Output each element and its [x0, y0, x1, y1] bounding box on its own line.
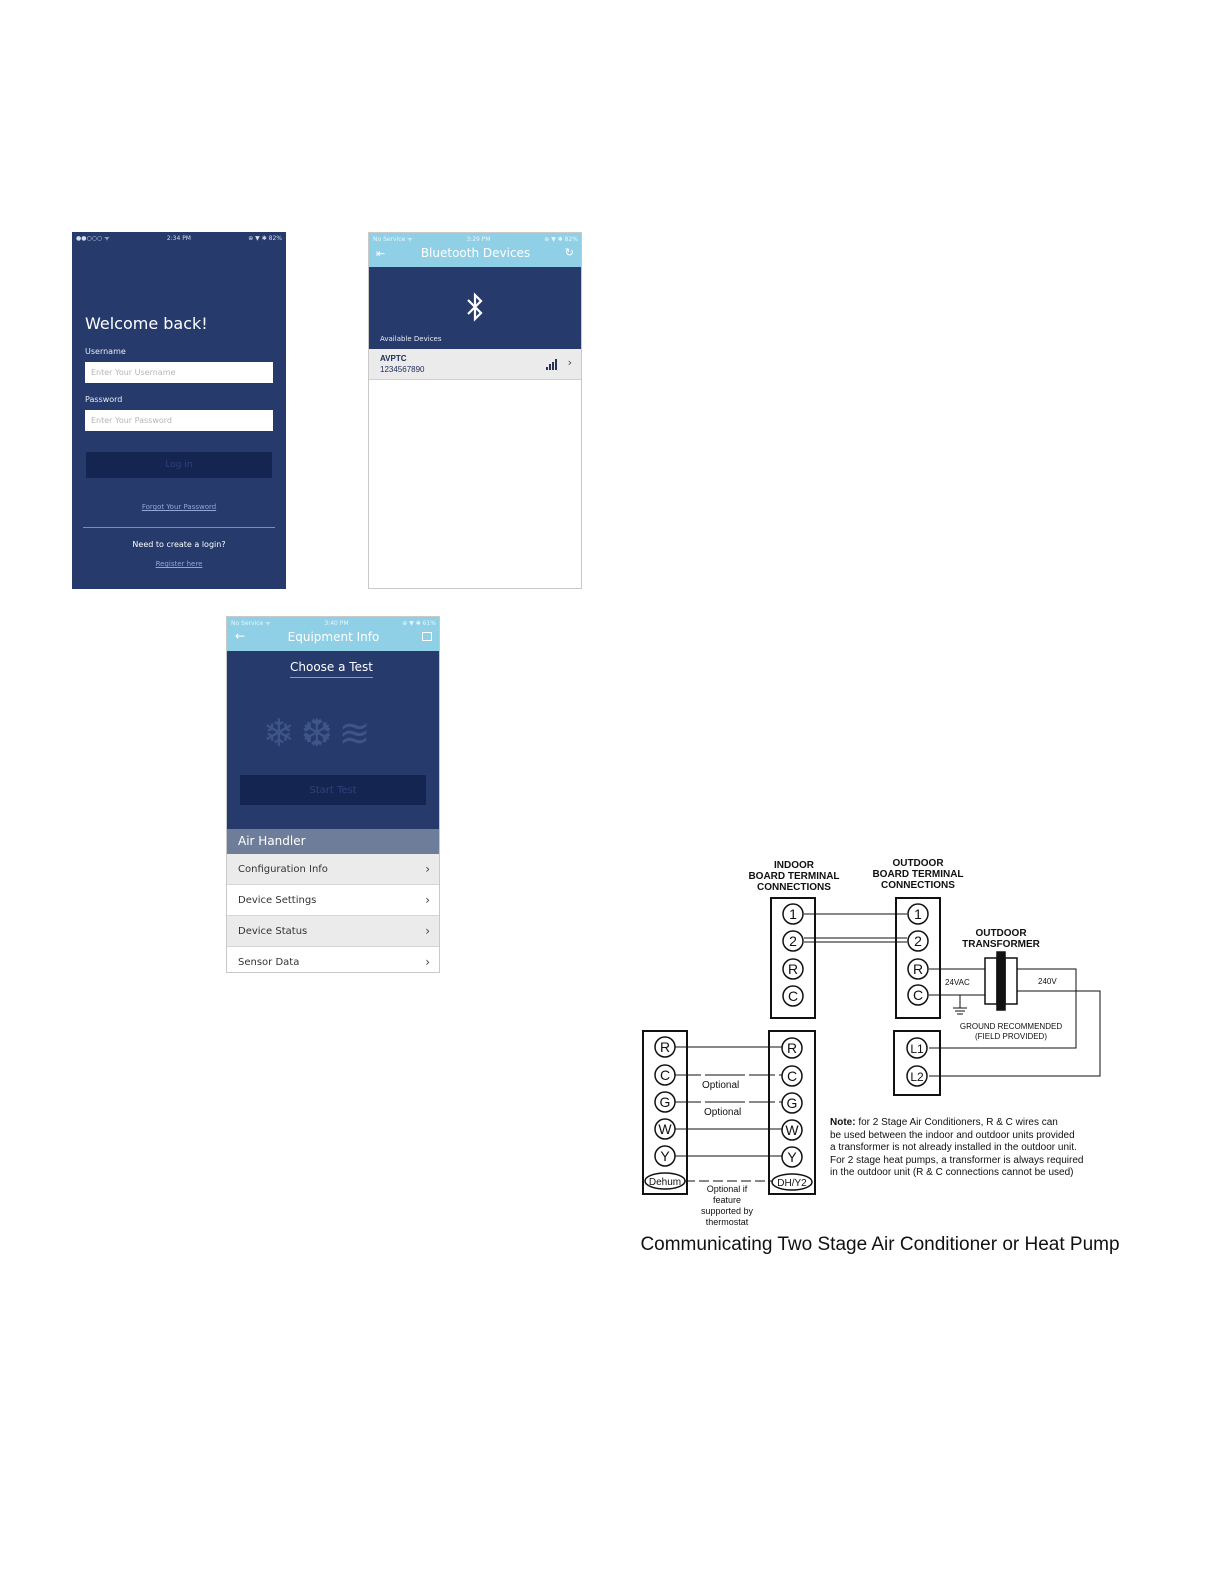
terminal-c: C [659, 1067, 671, 1083]
terminal-r: R [659, 1039, 671, 1055]
menu-item-device-settings[interactable] [227, 885, 440, 916]
menu-item-label: Sensor Data [238, 957, 300, 968]
terminal-y: Y [660, 1148, 670, 1164]
indoor-title-line: BOARD TERMINAL [748, 871, 840, 882]
chevron-right-icon: › [425, 924, 430, 938]
terminal-w: W [785, 1122, 799, 1138]
menu-item-label: Device Settings [238, 895, 317, 906]
password-label: Password [85, 395, 123, 404]
outdoor-title-line: OUTDOOR [892, 858, 944, 869]
note-line: be used between the indoor and outdoor units provided [830, 1130, 1075, 1141]
terminal-w: W [658, 1121, 672, 1137]
transformer-core [997, 952, 1005, 1010]
terminal-2: 2 [789, 933, 797, 949]
status-bar [369, 233, 582, 245]
bluetooth-icon [465, 291, 485, 323]
note-text: for 2 Stage Air Conditioners, R & C wires can [855, 1117, 1058, 1128]
optional-label: Optional [704, 1107, 742, 1118]
welcome-heading: Welcome back! [85, 314, 208, 333]
divider [83, 527, 275, 528]
voltage-24-label: 24VAC [945, 978, 970, 987]
wiring-diagram [620, 850, 1160, 1230]
start-test-button[interactable]: Start Test [240, 775, 426, 805]
optional-feature-line: feature [712, 1195, 742, 1205]
diagram-caption: Communicating Two Stage Air Conditioner or Heat Pump [640, 1234, 1120, 1255]
optional-label: Optional [702, 1080, 740, 1091]
device-row[interactable] [369, 349, 582, 380]
terminal-r: R [912, 961, 924, 977]
indoor-title-line: CONNECTIONS [757, 882, 831, 893]
status-time: 3:29 PM [466, 235, 491, 243]
terminal-c: C [786, 1068, 798, 1084]
transformer-coil [985, 958, 997, 1004]
menu-item-label: Configuration Info [238, 864, 328, 875]
username-label: Username [85, 347, 126, 356]
terminal-r: R [786, 1040, 798, 1056]
menu-item-sensor-data[interactable] [227, 947, 440, 973]
page-title: Bluetooth Devices [420, 246, 531, 260]
voltage-240-label: 240V [1038, 977, 1057, 986]
note-line [830, 1117, 1058, 1128]
status-time: 3:40 PM [324, 619, 349, 627]
terminal-y: Y [787, 1149, 797, 1165]
terminal-g: G [659, 1094, 671, 1110]
transformer-coil [1005, 958, 1017, 1004]
transformer-title-line: TRANSFORMER [962, 939, 1040, 950]
note-label: Note: [830, 1117, 856, 1128]
menu-item-label: Device Status [238, 926, 308, 937]
indoor-title-line: INDOOR [774, 860, 814, 871]
test-mode-icons[interactable]: ❄❆≋ [263, 711, 377, 755]
outdoor-title-line: CONNECTIONS [881, 880, 955, 891]
note-line: in the outdoor unit (R & C connections cannot be used) [830, 1167, 1074, 1178]
terminal-dehum: Dehum [648, 1177, 682, 1188]
note-line: For 2 stage heat pumps, a transformer is always required [830, 1155, 1084, 1166]
section-header: Air Handler [227, 829, 440, 854]
back-arrow-icon[interactable]: ← [235, 629, 246, 643]
terminal-l2: L2 [910, 1070, 924, 1084]
create-login-prompt: Need to create a login? [132, 540, 226, 549]
menu-item-configuration-info[interactable] [227, 854, 440, 885]
logout-icon[interactable]: ⇤ [376, 247, 386, 260]
terminal-1: 1 [914, 906, 922, 922]
menu-icon[interactable] [422, 632, 432, 641]
signal-indicator: No Service ᯤ [373, 236, 413, 243]
password-input[interactable] [85, 410, 273, 431]
terminal-r: R [787, 961, 799, 977]
bluetooth-screen [368, 232, 582, 589]
bluetooth-banner [369, 267, 582, 349]
status-bar [227, 617, 440, 629]
status-time: 2:34 PM [166, 234, 191, 242]
signal-indicator: No Service ᯤ [231, 620, 271, 627]
battery-indicator: ⊕ ▼ ✱ 82% [544, 235, 578, 243]
equipment-screen [226, 616, 440, 973]
equipment-header [227, 617, 440, 651]
device-serial: 1234567890 [380, 365, 425, 374]
terminal-l1: L1 [910, 1042, 924, 1056]
terminal-dhy2: DH/Y2 [777, 1178, 807, 1189]
outdoor-title-line: BOARD TERMINAL [872, 869, 964, 880]
device-name: AVPTC [380, 354, 407, 363]
chevron-right-icon: › [567, 356, 572, 369]
login-button[interactable]: Log in [86, 452, 272, 478]
page-title: Equipment Info [287, 630, 380, 644]
available-devices-label: Available Devices [380, 335, 442, 343]
chevron-right-icon: › [425, 862, 430, 876]
register-link[interactable]: Register here [155, 560, 203, 568]
optional-feature-line: supported by [700, 1206, 754, 1216]
chevron-right-icon: › [425, 893, 430, 907]
battery-indicator: ⊕ ▼ ✱ 82% [248, 234, 282, 242]
battery-indicator: ⊕ ▼ ✱ 61% [402, 619, 436, 627]
optional-feature-line: thermostat [705, 1217, 749, 1227]
ground-note-line: GROUND RECOMMENDED [959, 1022, 1063, 1031]
status-bar [72, 232, 286, 244]
signal-strength-icon [546, 359, 558, 370]
note-line: a transformer is not already installed in the outdoor unit. [830, 1142, 1077, 1153]
login-screen [72, 232, 286, 589]
forgot-password-link[interactable]: Forgot Your Password [141, 503, 217, 511]
choose-test-heading: Choose a Test [290, 660, 373, 678]
signal-indicator: ●●○○○ ᯤ [76, 235, 110, 242]
refresh-icon[interactable]: ↻ [564, 246, 574, 259]
terminal-c: C [787, 988, 799, 1004]
ground-note-line: (FIELD PROVIDED) [974, 1032, 1048, 1041]
optional-feature-line: Optional if [706, 1184, 748, 1194]
terminal-c: C [912, 987, 924, 1003]
menu-item-device-status[interactable] [227, 916, 440, 947]
transformer-title-line: OUTDOOR [975, 928, 1027, 939]
username-input[interactable] [85, 362, 273, 383]
terminal-1: 1 [789, 906, 797, 922]
terminal-2: 2 [914, 933, 922, 949]
bluetooth-header [369, 233, 582, 267]
terminal-g: G [786, 1095, 798, 1111]
chevron-right-icon: › [425, 955, 430, 969]
test-panel [227, 651, 440, 829]
